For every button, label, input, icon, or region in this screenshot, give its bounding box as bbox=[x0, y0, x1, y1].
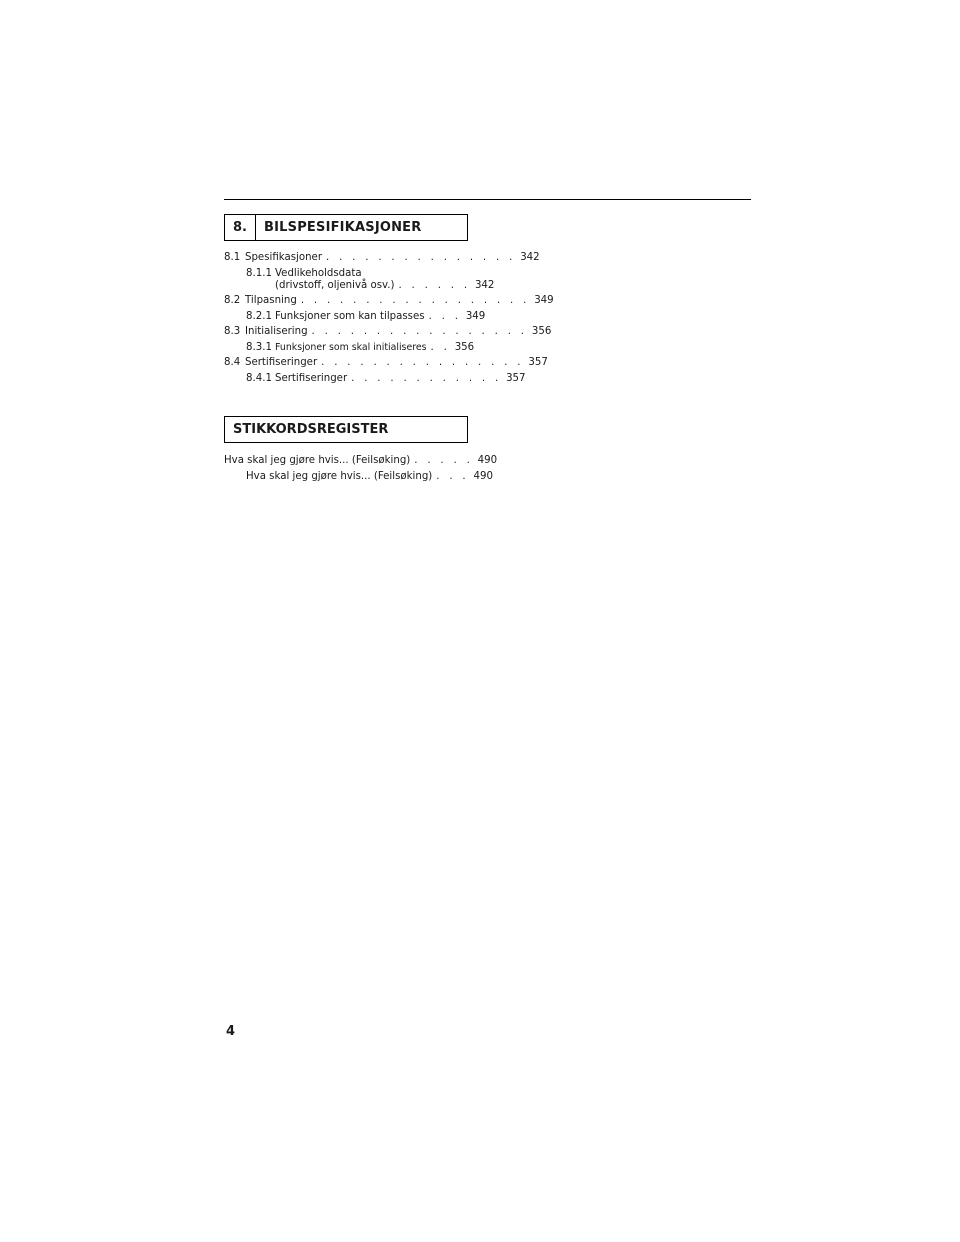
toc-entry-8-4-1[interactable] bbox=[224, 372, 526, 389]
table-of-contents bbox=[224, 252, 554, 388]
chapter-title: BILSPESIFIKASJONER bbox=[264, 220, 422, 235]
toc-page: 342 bbox=[474, 279, 495, 291]
toc-entry-8-1[interactable] bbox=[224, 252, 540, 268]
toc-page: 342 bbox=[520, 252, 540, 263]
toc-leader: . . . . . . . . . . . . bbox=[351, 372, 502, 384]
toc-page: 349 bbox=[534, 295, 554, 306]
toc-leader: . . . bbox=[428, 310, 462, 322]
toc-label: (drivstoff, oljenivå osv.) bbox=[275, 279, 395, 291]
toc-label: Spesifikasjoner bbox=[245, 252, 323, 263]
toc-entry-8-2-1[interactable] bbox=[224, 310, 486, 327]
toc-number: 8.3 bbox=[224, 326, 241, 337]
toc-label: Vedlikeholdsdata bbox=[275, 267, 362, 279]
header-rule bbox=[224, 199, 751, 200]
toc-label: Funksjoner som skal initialiseres bbox=[275, 341, 427, 353]
toc-page: 357 bbox=[506, 372, 526, 384]
toc-entry-8-3[interactable] bbox=[224, 326, 552, 342]
toc-number: 8.2.1 bbox=[246, 310, 272, 322]
toc-number: 8.3.1 bbox=[246, 341, 272, 353]
toc-page: 349 bbox=[465, 310, 486, 322]
toc-number: 8.4 bbox=[224, 357, 241, 368]
toc-leader: . . . . . . . . . . . . . . . . . . bbox=[300, 295, 530, 306]
toc-entry-8-1-1[interactable] bbox=[224, 268, 470, 280]
toc-page: 357 bbox=[528, 357, 548, 368]
toc-leader: . . . . . . . . . . . . . . . bbox=[326, 252, 516, 263]
toc-number: 8.1.1 bbox=[246, 267, 272, 279]
index-entry[interactable] bbox=[224, 455, 498, 471]
toc-label: Sertifiseringer bbox=[245, 357, 318, 368]
toc-entry-8-1-1-cont[interactable] bbox=[224, 279, 495, 296]
toc-entry-8-3-1[interactable] bbox=[224, 341, 475, 358]
toc-number: 8.4.1 bbox=[246, 372, 272, 384]
index-list bbox=[224, 455, 498, 486]
chapter-number: 8. bbox=[225, 215, 256, 240]
toc-leader: . . . . . . bbox=[398, 279, 471, 291]
toc-leader: . . . . . . . . . . . . . . . . . bbox=[311, 326, 528, 337]
chapter-heading bbox=[224, 214, 468, 241]
toc-entry-8-2[interactable] bbox=[224, 295, 554, 311]
toc-number: 8.1 bbox=[224, 252, 241, 263]
toc-leader: . . bbox=[430, 341, 451, 353]
toc-page: 356 bbox=[454, 341, 475, 353]
index-label: Hva skal jeg gjøre hvis... (Feilsøking) bbox=[246, 470, 433, 482]
toc-label: Funksjoner som kan tilpasses bbox=[275, 310, 425, 322]
toc-label: Sertifiseringer bbox=[275, 372, 348, 384]
index-heading: STIKKORDSREGISTER bbox=[224, 416, 468, 443]
index-subentry[interactable] bbox=[224, 470, 493, 487]
index-leader: . . . bbox=[436, 470, 469, 482]
toc-label: Tilpasning bbox=[245, 295, 297, 306]
toc-entry-8-4[interactable] bbox=[224, 357, 548, 373]
index-label: Hva skal jeg gjøre hvis... (Feilsøking) bbox=[224, 455, 411, 466]
index-leader: . . . . . bbox=[414, 455, 474, 466]
index-page: 490 bbox=[477, 455, 498, 466]
toc-page: 356 bbox=[531, 326, 552, 337]
index-page: 490 bbox=[473, 470, 493, 482]
toc-label: Initialisering bbox=[245, 326, 308, 337]
page-number: 4 bbox=[226, 1024, 236, 1039]
toc-leader: . . . . . . . . . . . . . . . . bbox=[321, 357, 524, 368]
toc-number: 8.2 bbox=[224, 295, 241, 306]
